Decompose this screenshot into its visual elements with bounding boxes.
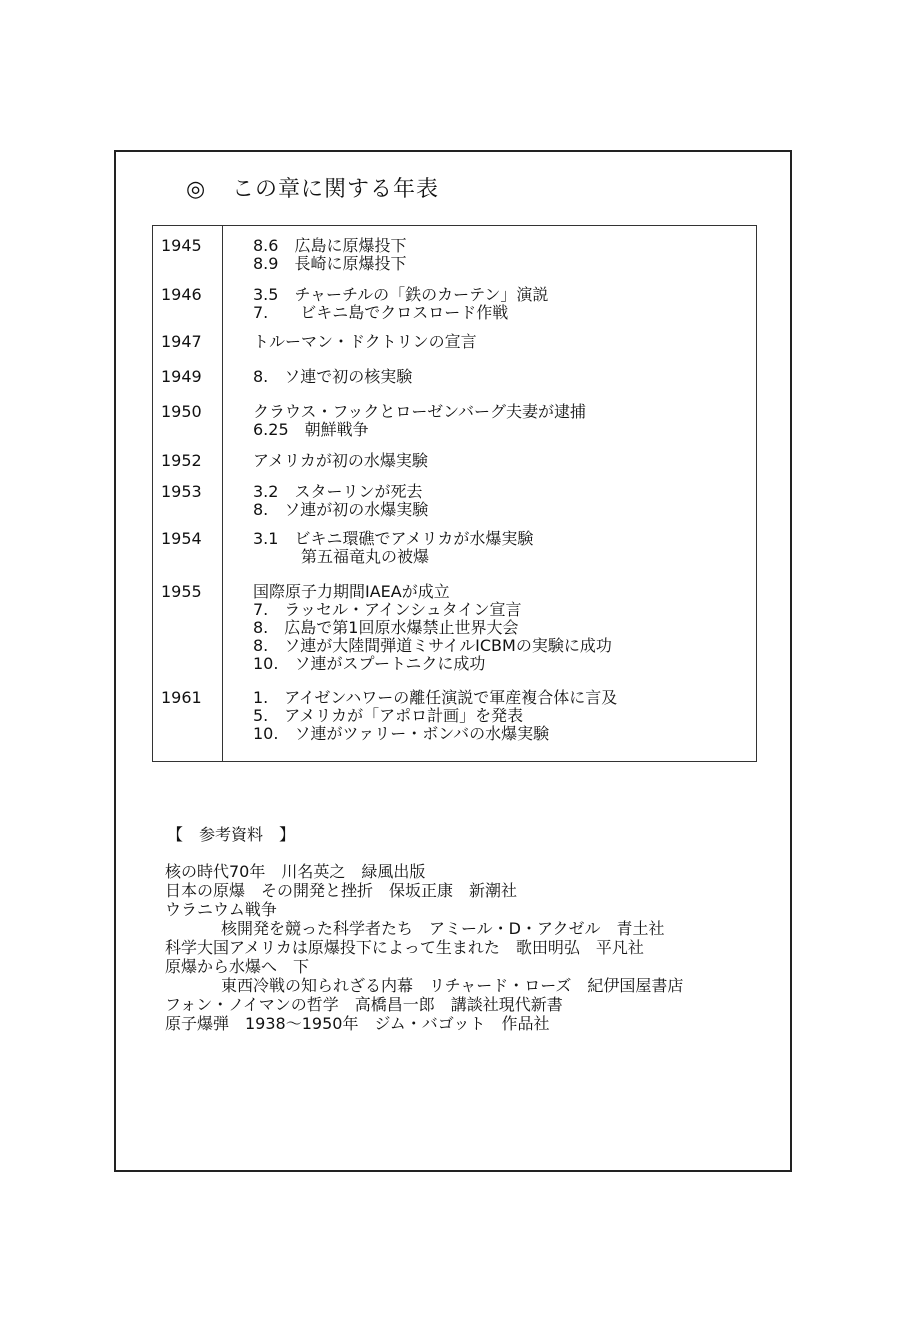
timeline-event: 8. ソ連が大陸間弾道ミサイルICBMの実験に成功 [253, 636, 612, 655]
timeline-year: 1953 [161, 482, 202, 501]
timeline-event: 8. 広島で第1回原水爆禁止世界大会 [253, 618, 519, 637]
timeline-event: 1. アイゼンハワーの離任演説で軍産複合体に言及 [253, 688, 618, 707]
reference-item: 原爆から水爆へ 下 [165, 957, 310, 976]
timeline-events [253, 333, 477, 351]
timeline-event: 8. ソ連が初の水爆実験 [253, 500, 429, 519]
timeline-event: 10. ソ連がスプートニクに成功 [253, 654, 486, 673]
timeline-events [253, 483, 428, 519]
timeline-year: 1947 [161, 332, 202, 351]
timeline-event: 8.6 広島に原爆投下 [253, 236, 407, 255]
timeline-event: 国際原子力期間IAEAが成立 [253, 582, 450, 601]
timeline-events [253, 452, 428, 470]
page-title: この章に関する年表 [232, 177, 440, 202]
timeline-events [253, 403, 586, 439]
timeline-year: 1950 [161, 402, 202, 421]
timeline-events [253, 689, 617, 743]
timeline-table [152, 225, 757, 762]
timeline-year: 1946 [161, 285, 202, 304]
timeline-events [253, 583, 612, 673]
references-heading: 【 参考資料 】 [167, 825, 296, 844]
timeline-events [253, 237, 406, 273]
timeline-event: クラウス・フックとローゼンバーグ夫妻が逮捕 [253, 402, 586, 421]
reference-item: ウラニウム戦争 [165, 900, 277, 919]
timeline-event: 5. アメリカが「アポロ計画」を発表 [253, 706, 524, 725]
timeline-event: トルーマン・ドクトリンの宣言 [253, 332, 477, 351]
references-list [165, 862, 683, 1033]
timeline-event: 6.25 朝鮮戦争 [253, 420, 369, 439]
timeline-event: アメリカが初の水爆実験 [253, 451, 428, 470]
timeline-event: 7. ラッセル・アインシュタイン宣言 [253, 600, 522, 619]
timeline-event: 7. ビキニ島でクロスロード作戦 [253, 303, 509, 322]
timeline-events [253, 530, 533, 566]
timeline-event: 8.9 長崎に原爆投下 [253, 254, 407, 273]
reference-item: 原子爆弾 1938～1950年 ジム・バゴット 作品社 [165, 1014, 550, 1033]
timeline-event: 3.5 チャーチルの「鉄のカーテン」演説 [253, 285, 549, 304]
column-divider [222, 226, 223, 761]
timeline-year: 1961 [161, 688, 202, 707]
timeline-event: 10. ソ連がツァリー・ボンバの水爆実験 [253, 724, 550, 743]
timeline-events [253, 286, 548, 322]
page-heading [186, 172, 439, 203]
double-circle-icon: ◎ [186, 177, 207, 202]
timeline-year: 1955 [161, 582, 202, 601]
timeline-event: 3.1 ビキニ環礁でアメリカが水爆実験 [253, 529, 534, 548]
reference-item: 核の時代70年 川名英之 緑風出版 [165, 862, 426, 881]
timeline-event: 3.2 スターリンが死去 [253, 482, 423, 501]
timeline-year: 1954 [161, 529, 202, 548]
reference-item: 核開発を競った科学者たち アミール・D・アクゼル 青土社 [221, 919, 665, 938]
timeline-year: 1952 [161, 451, 202, 470]
reference-item: フォン・ノイマンの哲学 高橋昌一郎 講談社現代新書 [165, 995, 563, 1014]
timeline-event: 第五福竜丸の被爆 [253, 547, 430, 566]
reference-item: 科学大国アメリカは原爆投下によって生まれた 歌田明弘 平凡社 [165, 938, 644, 957]
timeline-events [253, 368, 412, 386]
timeline-year: 1949 [161, 367, 202, 386]
timeline-year: 1945 [161, 236, 202, 255]
reference-item: 東西冷戦の知られざる内幕 リチャード・ローズ 紀伊国屋書店 [221, 976, 684, 995]
timeline-event: 8. ソ連で初の核実験 [253, 367, 413, 386]
reference-item: 日本の原爆 その開発と挫折 保坂正康 新潮社 [165, 881, 518, 900]
